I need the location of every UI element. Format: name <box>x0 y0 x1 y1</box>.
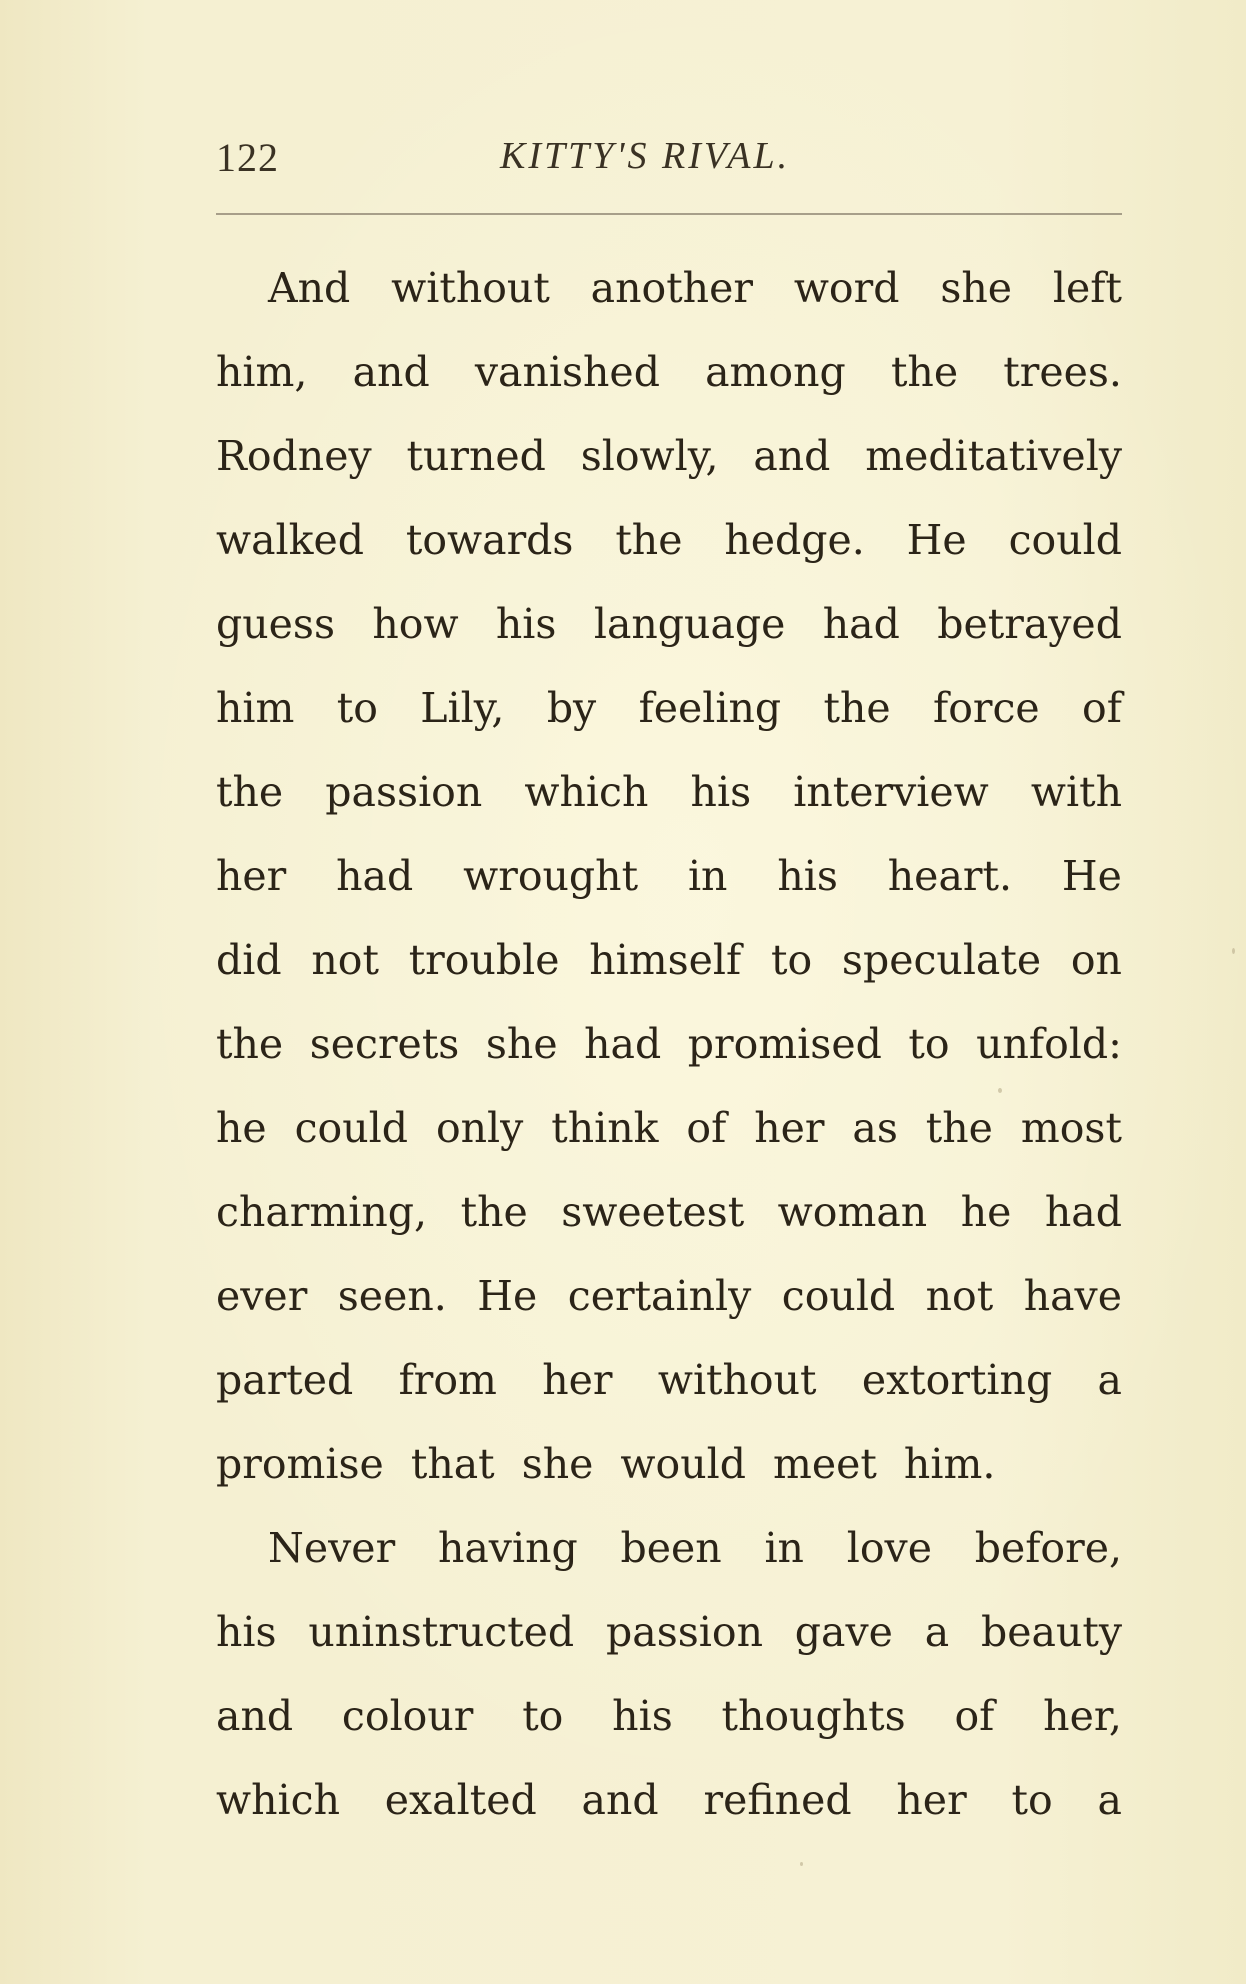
word: another <box>590 264 753 312</box>
word: beauty <box>981 1608 1122 1656</box>
word: her, <box>1043 1692 1122 1740</box>
word: trees. <box>1003 348 1122 396</box>
text-line <box>216 1506 1122 1590</box>
word: her <box>216 852 287 900</box>
text-line <box>216 1422 1122 1506</box>
word: and <box>753 432 831 480</box>
word: interview <box>793 768 989 816</box>
word: in <box>687 852 728 900</box>
word: without <box>657 1356 817 1404</box>
text-line <box>216 582 1122 666</box>
word: his <box>216 1608 277 1656</box>
word: thoughts <box>721 1692 906 1740</box>
word: betrayed <box>937 600 1122 648</box>
word: promised <box>687 1020 882 1068</box>
page-number: 122 <box>216 135 279 180</box>
word: to <box>522 1692 564 1740</box>
word: Never <box>268 1524 396 1572</box>
word: not <box>311 936 379 984</box>
word: she <box>485 1020 558 1068</box>
text-line <box>216 750 1122 834</box>
word: exalted <box>384 1776 537 1824</box>
paper-speck <box>998 1088 1002 1093</box>
word: his <box>690 768 752 816</box>
word: language <box>593 600 786 648</box>
word: the <box>216 768 284 816</box>
word: a <box>1097 1356 1122 1404</box>
word: uninstructed <box>308 1608 575 1656</box>
word: parted <box>216 1356 354 1404</box>
word: had <box>822 600 900 648</box>
word: walked <box>216 516 365 564</box>
text-line <box>216 918 1122 1002</box>
word: certainly <box>567 1272 752 1320</box>
word: guess <box>216 600 335 648</box>
word: the <box>216 1020 284 1068</box>
word: without <box>391 264 550 312</box>
text-line <box>216 330 1122 414</box>
word: in <box>764 1524 804 1572</box>
word: he <box>216 1104 267 1152</box>
word: him <box>216 684 295 732</box>
word: she <box>940 264 1013 312</box>
word: from <box>398 1356 497 1404</box>
text-line <box>216 498 1122 582</box>
word: her <box>754 1104 825 1152</box>
text-line <box>216 1338 1122 1422</box>
word: himself <box>589 936 742 984</box>
text-line <box>216 1002 1122 1086</box>
word: before, <box>974 1524 1122 1572</box>
word: love <box>846 1524 932 1572</box>
word: speculate <box>841 936 1042 984</box>
paper-speck <box>1232 948 1235 954</box>
word: his <box>495 600 557 648</box>
word: sweetest <box>561 1188 745 1236</box>
text-line <box>216 1086 1122 1170</box>
word: feeling <box>638 684 782 732</box>
text-line <box>216 1758 1122 1842</box>
word: the <box>460 1188 528 1236</box>
word: a <box>924 1608 950 1656</box>
word: vanished <box>474 348 660 396</box>
word: gave <box>794 1608 893 1656</box>
word: the <box>823 684 891 732</box>
word: he <box>960 1188 1012 1236</box>
word: charming, <box>216 1188 428 1236</box>
word: of <box>954 1692 995 1740</box>
word: her <box>896 1776 967 1824</box>
word: of <box>686 1104 727 1152</box>
word: slowly, <box>580 432 719 480</box>
text-line-content: promise that she would meet him. <box>216 1440 996 1488</box>
word: heart. <box>887 852 1013 900</box>
word: had <box>336 852 414 900</box>
word: of <box>1082 684 1122 732</box>
word: among <box>705 348 846 396</box>
word: to <box>336 684 378 732</box>
word: He <box>906 516 967 564</box>
word: and <box>216 1692 294 1740</box>
word: by <box>546 684 597 732</box>
word: Rodney <box>216 432 372 480</box>
word: not <box>925 1272 994 1320</box>
word: trouble <box>408 936 560 984</box>
word: Lily, <box>420 684 505 732</box>
running-title: KITTY'S RIVAL. <box>500 135 791 177</box>
word: could <box>1008 516 1122 564</box>
word: secrets <box>309 1020 460 1068</box>
word: to <box>908 1020 950 1068</box>
word: extorting <box>861 1356 1053 1404</box>
word: hedge. <box>724 516 865 564</box>
word: how <box>372 600 459 648</box>
word: woman <box>777 1188 928 1236</box>
word: He <box>477 1272 538 1320</box>
word: the <box>925 1104 993 1152</box>
word: to <box>770 936 813 984</box>
word: as <box>852 1104 898 1152</box>
word: colour <box>341 1692 474 1740</box>
word: unfold: <box>976 1020 1122 1068</box>
word: force <box>933 684 1040 732</box>
text-line <box>216 414 1122 498</box>
word: on <box>1070 936 1122 984</box>
word: his <box>612 1692 673 1740</box>
word: think <box>551 1104 659 1152</box>
word: word <box>793 264 900 312</box>
word: refined <box>703 1776 852 1824</box>
word: to <box>1011 1776 1053 1824</box>
word: passion <box>325 768 483 816</box>
word: which <box>216 1776 340 1824</box>
header-rule <box>216 213 1122 215</box>
word: which <box>524 768 649 816</box>
word: his <box>777 852 838 900</box>
paper-speck <box>800 1862 803 1866</box>
word: the <box>890 348 959 396</box>
word: He <box>1061 852 1122 900</box>
word: with <box>1030 768 1122 816</box>
text-line <box>216 1254 1122 1338</box>
text-line <box>216 666 1122 750</box>
text-line <box>216 1170 1122 1254</box>
word: have <box>1023 1272 1122 1320</box>
word: having <box>437 1524 578 1572</box>
word: passion <box>606 1608 763 1656</box>
word: could <box>781 1272 896 1320</box>
text-line <box>216 1590 1122 1674</box>
word: most <box>1020 1104 1122 1152</box>
word: had <box>584 1020 662 1068</box>
word: turned <box>406 432 546 480</box>
text-line <box>216 1674 1122 1758</box>
page-header <box>216 134 1122 184</box>
word: seen. <box>337 1272 447 1320</box>
word: her <box>542 1356 613 1404</box>
text-line <box>216 834 1122 918</box>
word: had <box>1044 1188 1122 1236</box>
word: wrought <box>463 852 639 900</box>
word: And <box>268 264 351 312</box>
word: towards <box>405 516 574 564</box>
word: a <box>1097 1776 1122 1824</box>
text-line <box>216 246 1122 330</box>
word: been <box>620 1524 722 1572</box>
word: could <box>294 1104 409 1152</box>
word: and <box>352 348 430 396</box>
word: ever <box>216 1272 308 1320</box>
word: only <box>435 1104 524 1152</box>
body-text <box>216 246 1122 1842</box>
word: him, <box>216 348 308 396</box>
word: the <box>615 516 683 564</box>
word: meditatively <box>865 432 1122 480</box>
word: and <box>581 1776 659 1824</box>
word: left <box>1052 264 1122 312</box>
word: did <box>216 936 282 984</box>
